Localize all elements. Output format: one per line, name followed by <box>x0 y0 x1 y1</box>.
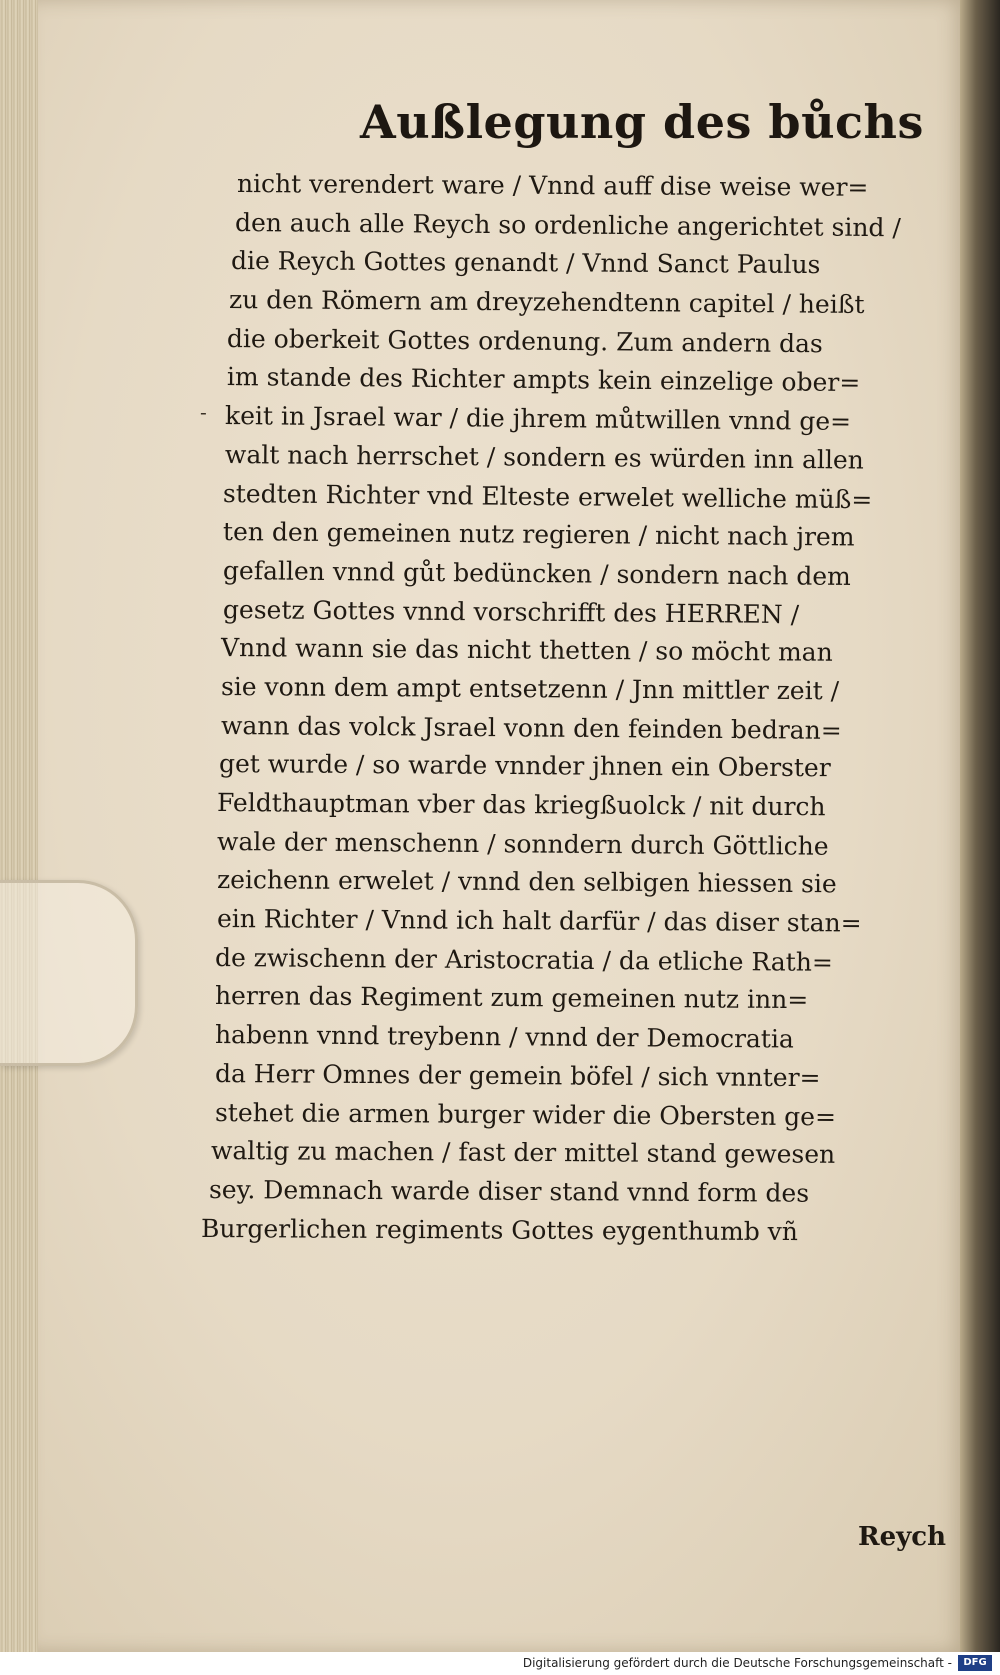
dfg-logo: DFG <box>958 1655 992 1671</box>
text-line: da Herr Omnes der gemein böfel / sich vnnter= <box>214 1058 821 1093</box>
text-line: herren das Regiment zum gemeinen nutz inn= <box>214 981 809 1015</box>
text-line: die oberkeit Gottes ordenung. Zum andern das <box>226 323 823 358</box>
text-line: ten den gemeinen nutz regieren / nicht nach jrem <box>222 517 855 552</box>
text-line: wale der menschenn / sonndern durch Göttliche <box>216 826 829 861</box>
text-line: waltig zu machen / fast der mittel stand gewesen <box>210 1136 836 1170</box>
footer <box>0 1652 1000 1675</box>
text-line: den auch alle Reych so ordenliche angerichtet sind / <box>234 207 901 242</box>
page-clip <box>0 880 138 1066</box>
text-line: ein Richter / Vnnd ich halt darfür / das diser stan= <box>216 904 862 938</box>
text-line: wann das volck Jsrael vonn den feinden bedran= <box>220 710 842 745</box>
catchword: Reych <box>858 1522 946 1552</box>
text-line: nicht verendert ware / Vnnd auff dise weise wer= <box>236 169 869 202</box>
text-line: Burgerlichen regiments Gottes eygenthumb vñ <box>200 1213 798 1246</box>
text-line: stedten Richter vnd Elteste erwelet welliche müß= <box>222 478 873 514</box>
footer-credit: Digitalisierung gefördert durch die Deutsche Forschungsgemeinschaft - <box>522 1656 952 1670</box>
text-line: de zwischenn der Aristocratia / da etliche Rath= <box>214 942 833 977</box>
text-line: Feldthauptman vber das kriegßuolck / nit durch <box>216 788 826 822</box>
text-line: walt nach herrschet / sondern es würden inn allen <box>224 439 864 475</box>
page-edges <box>0 0 43 1652</box>
text-line: gefallen vnnd gůt bedüncken / sondern nach dem <box>222 555 851 591</box>
running-head: Außlegung des bůchs <box>360 95 924 149</box>
text-block <box>200 165 955 1248</box>
text-line: zu den Römern am dreyzehendtenn capitel / heißt <box>228 285 865 320</box>
text-line: die Reych Gottes genandt / Vnnd Sanct Paulus <box>230 246 821 280</box>
text-line: gesetz Gottes vnnd vorschrifft des HERREN / <box>222 594 800 629</box>
text-line: stehet die armen burger wider die Obersten ge= <box>214 1097 837 1131</box>
text-line: Vnnd wann sie das nicht thetten / so möcht man <box>220 633 833 668</box>
text-line: sie vonn dem ampt entsetzenn / Jnn mittler zeit / <box>220 671 840 706</box>
margin-mark: - <box>200 400 207 424</box>
text-line: im stande des Richter ampts kein einzelige ober= <box>226 362 861 398</box>
text-line: zeichenn erwelet / vnnd den selbigen hiessen sie <box>216 865 837 899</box>
text-line: habenn vnnd treybenn / vnnd der Democratia <box>214 1020 794 1054</box>
text-line: keit in Jsrael war / die jhrem můtwillen vnnd ge= <box>224 401 852 437</box>
book-gutter-shadow <box>960 0 1000 1652</box>
text-line: sey. Demnach warde diser stand vnnd form des <box>208 1174 810 1208</box>
text-line: get wurde / so warde vnnder jhnen ein Oberster <box>218 749 831 783</box>
